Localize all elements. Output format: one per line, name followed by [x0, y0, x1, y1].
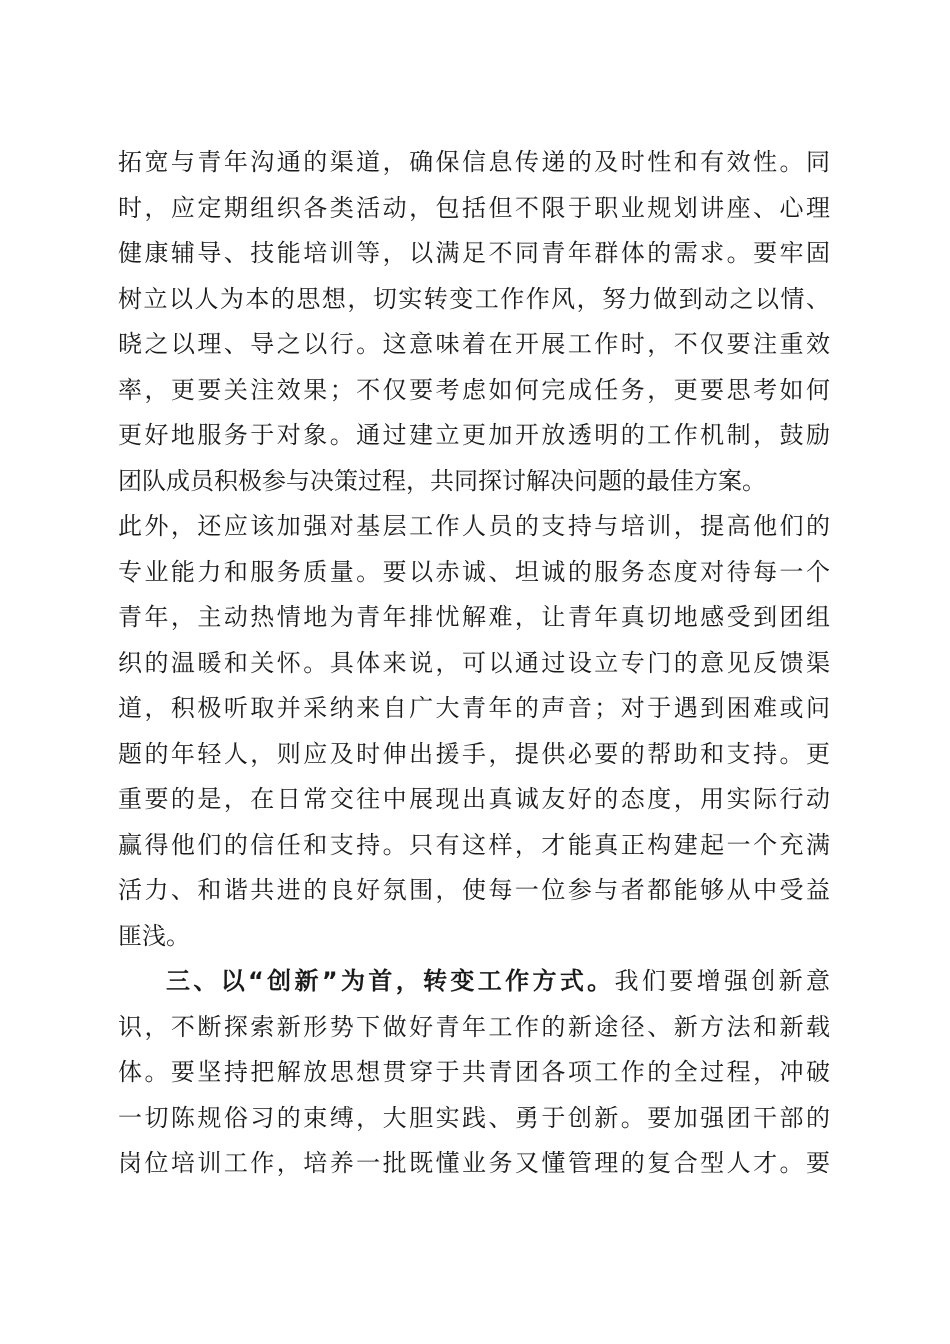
- text-line: 道，积极听取并采纳来自广大青年的声音；对于遇到困难或问: [118, 694, 830, 722]
- text-line: 体。要坚持把解放思想贯穿于共青团各项工作的全过程，冲破: [118, 1058, 830, 1086]
- text-line: 晓之以理、导之以行。这意味着在开展工作时，不仅要注重效: [118, 330, 830, 358]
- text-line: 织的温暖和关怀。具体来说，可以通过设立专门的意见反馈渠: [118, 648, 830, 677]
- text-line: 活力、和谐共进的良好氛围，使每一位参与者都能够从中受益: [118, 876, 830, 904]
- section-3-first-line-text: 我们要增强创新意: [614, 967, 831, 995]
- text-line: 时，应定期组织各类活动，包括但不限于职业规划讲座、心理: [118, 193, 830, 222]
- text-line: 重要的是，在日常交往中展现出真诚友好的态度，用实际行动: [118, 785, 830, 813]
- text-line: 团队成员积极参与决策过程，共同探讨解决问题的最佳方案。: [118, 466, 766, 495]
- text-line: 更好地服务于对象。通过建立更加开放透明的工作机制，鼓励: [118, 421, 830, 449]
- text-line: 健康辅导、技能培训等，以满足不同青年群体的需求。要牢固: [118, 239, 830, 267]
- text-line: 拓宽与青年沟通的渠道，确保信息传递的及时性和有效性。同: [118, 148, 830, 176]
- text-line: 此外，还应该加强对基层工作人员的支持与培训，提高他们的: [118, 512, 830, 540]
- text-line: 专业能力和服务质量。要以赤诚、坦诚的服务态度对待每一个: [118, 557, 830, 586]
- text-line: 率，更要关注效果；不仅要考虑如何完成任务，更要思考如何: [118, 375, 830, 404]
- text-line: 树立以人为本的思想，切实转变工作作风，努力做到动之以情、: [118, 284, 830, 313]
- text-line: 题的年轻人，则应及时伸出援手，提供必要的帮助和支持。更: [118, 739, 830, 768]
- text-line: 岗位培训工作，培养一批既懂业务又懂管理的复合型人才。要: [118, 1149, 830, 1177]
- body-text: [118, 140, 830, 1187]
- section-3-heading: 三、以“创新”为首，转变工作方式。: [166, 967, 615, 995]
- text-line: 赢得他们的信任和支持。只有这样，才能真正构建起一个充满: [118, 830, 830, 859]
- section-3-first-line: [118, 959, 830, 1005]
- text-line: 识，不断探索新形势下做好青年工作的新途径、新方法和新载: [118, 1012, 830, 1041]
- text-line: 一切陈规俗习的束缚，大胆实践、勇于创新。要加强团干部的: [118, 1103, 830, 1132]
- text-line: 匪浅。: [118, 921, 190, 950]
- text-line: 青年，主动热情地为青年排忧解难，让青年真切地感受到团组: [118, 603, 830, 631]
